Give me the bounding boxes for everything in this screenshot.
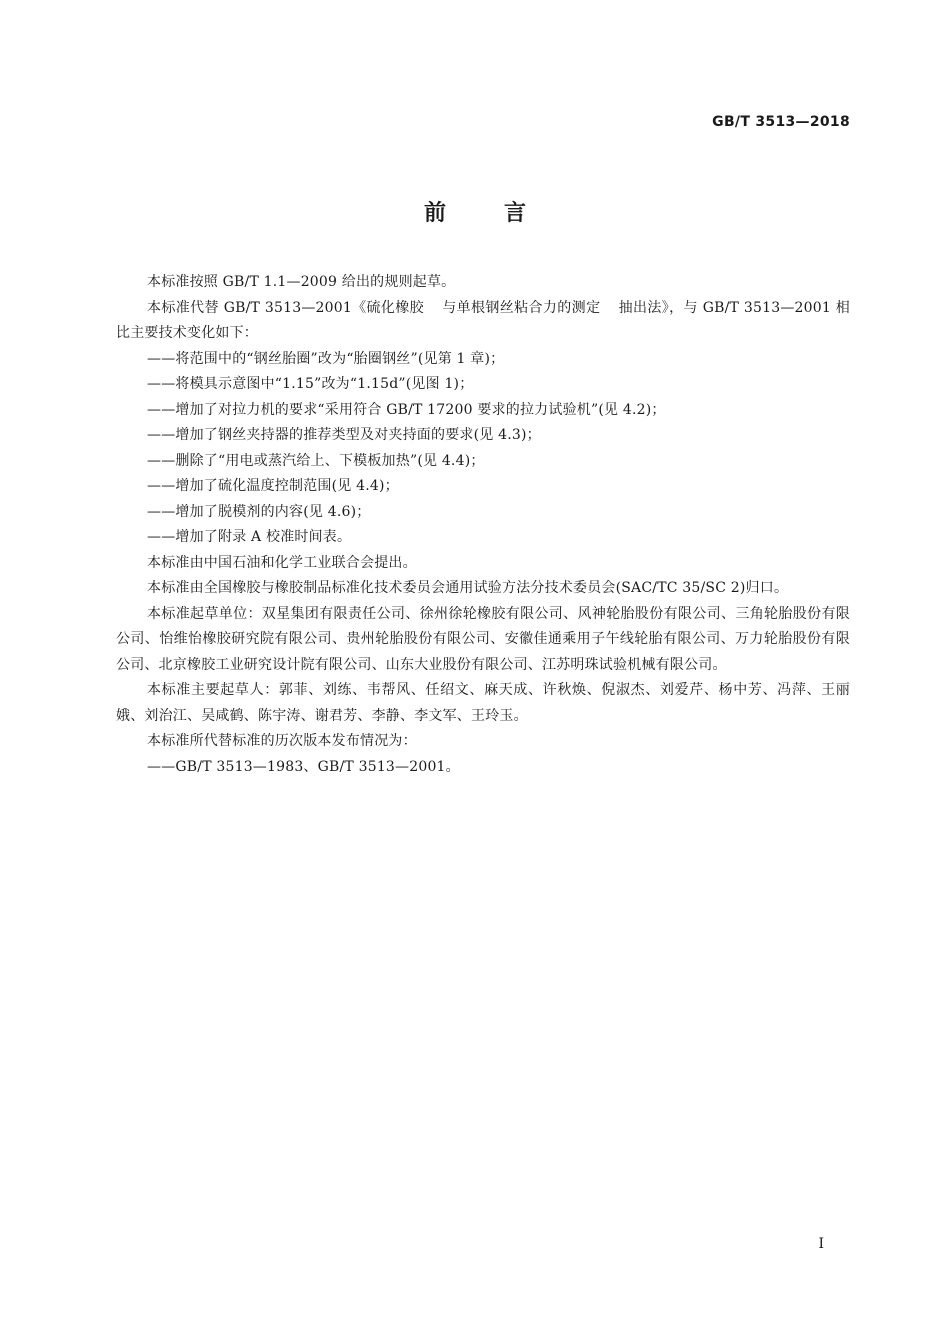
- replace-after: 抽出法》，与 GB/T 3513—2001 相比主要技术变化如下：: [116, 299, 851, 341]
- change-item: ——将范围中的“钢丝胎圈”改为“胎圈钢丝”(见第 1 章)；: [147, 350, 505, 367]
- change-item: ——增加了附录 A 校准时间表。: [147, 529, 352, 545]
- intro-paragraph: 本标准按照 GB/T 1.1—2009 给出的规则起草。: [147, 274, 456, 290]
- proposed-by-paragraph: 本标准由中国石油和化学工业联合会提出。: [147, 554, 417, 571]
- page-number: I: [818, 1236, 824, 1252]
- change-item: ——增加了脱模剂的内容(见 4.6)；: [147, 503, 371, 520]
- title-part-2: 言: [504, 201, 527, 226]
- replace-before: 本标准代替 GB/T 3513—2001《硫化橡胶: [147, 299, 425, 316]
- history-intro-paragraph: 本标准所代替标准的历次版本发布情况为：: [147, 733, 417, 749]
- drafters-paragraph: 本标准主要起草人：郭菲、刘练、韦帮风、任绍文、麻天成、许秋焕、倪淑杰、刘爱芹、杨中芳、冯萍、王丽娥、刘治江、吴咸鹤、陈宇涛、谢君芳、李静、李文军、王玲玉。: [116, 682, 850, 724]
- replace-middle: 与单根钢丝粘合力的测定: [442, 299, 601, 316]
- replace-paragraph: [116, 296, 850, 347]
- change-item: ——增加了对拉力机的要求“采用符合 GB/T 17200 要求的拉力试验机”(见 4.2)；: [147, 401, 666, 418]
- title-part-1: 前: [423, 201, 446, 226]
- page-title: [0, 196, 950, 227]
- managed-by-paragraph: 本标准由全国橡胶与橡胶制品标准化技术委员会通用试验方法分技术委员会(SAC/TC 35/SC 2)归口。: [147, 580, 789, 596]
- change-item: ——将模具示意图中“1.15”改为“1.15d”(见图 1)；: [147, 376, 474, 392]
- foreword-body: [116, 270, 850, 780]
- change-item: ——增加了钢丝夹持器的推荐类型及对夹持面的要求(见 4.3)；: [147, 427, 541, 443]
- change-item: ——增加了硫化温度控制范围(见 4.4)；: [147, 478, 399, 494]
- drafting-units-paragraph: 本标准起草单位：双星集团有限责任公司、徐州徐轮橡胶有限公司、风神轮胎股份有限公司、三角轮胎股份有限公司、怡维怡橡胶研究院有限公司、贵州轮胎股份有限公司、安徽佳通乘用子午线轮胎有限公司、万力轮胎股份有限公司、北京橡胶工业研究设计院有限公司、山东大业股份有限公司、江苏明珠试验机械有限公司。: [116, 605, 850, 673]
- standard-code: GB/T 3513—2018: [712, 114, 850, 130]
- history-item: ——GB/T 3513—1983、GB/T 3513—2001。: [147, 758, 460, 775]
- change-item: ——删除了“用电或蒸汽给上、下模板加热”(见 4.4)；: [147, 452, 485, 469]
